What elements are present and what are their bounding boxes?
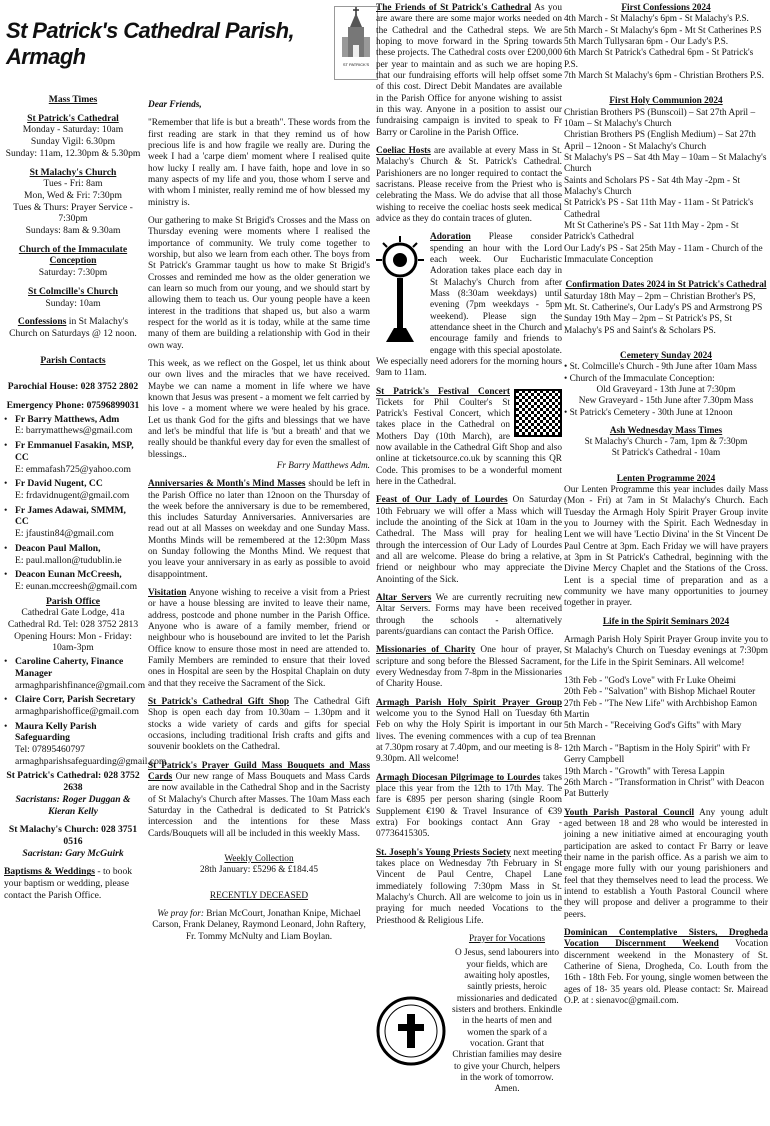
cathedral-time: Sunday: 11am, 12.30pm & 5.30pm	[5, 147, 141, 159]
first-confessions-heading: First Confessions 2024	[621, 3, 711, 13]
malachy-time: Mon, Wed & Fri: 7:30pm	[24, 189, 122, 201]
schedule-line: St Malachy's Church - 7am, 1pm & 7:30pm	[584, 437, 748, 448]
contact-name: • Deacon Paul Mallon,	[15, 542, 101, 554]
contact-email[interactable]: armaghparishoffice@gmail.com	[15, 705, 140, 717]
seminar-line: 12th March - "Baptism in the Holy Spirit" with Fr Gerry Campbell	[564, 744, 751, 766]
seminar-line: 13th Feb - "God's Love" with Fr Luke Oheimi	[564, 676, 736, 687]
column-sacraments	[564, 3, 768, 1021]
notice-heading: Adoration	[430, 232, 471, 243]
parochial-house-phone: Parochial House: 028 3752 2802	[7, 381, 139, 393]
column-notices	[376, 3, 563, 1095]
baptisms-label: Baptisms & Weddings	[4, 866, 95, 878]
baptisms-text: - to book your baptism or wedding, please contact the Parish Office.	[4, 866, 133, 901]
contact-name: • Fr David Nugent, CC	[15, 478, 103, 490]
first-communion-heading: First Holy Communion 2024	[609, 96, 723, 107]
conception-time: Saturday: 7:30pm	[38, 267, 108, 279]
conception-name: Church of the Immaculate Conception	[18, 243, 128, 267]
contact-name: • Fr James Adawai, SMMM, CC	[15, 504, 126, 528]
schedule-line: 4th March - St Malachy's 6pm - St Malachy's P.S.	[564, 14, 749, 25]
prayer-heading: Prayer for Vocations	[468, 933, 546, 944]
lenten-text: Our Lenten Programme this year includes daily Mass (Mon - Fri) at 7am in St Malachy's Church. Each Tuesday the Armagh Holy Spirit Prayer Group invite you to Journey with the Spirit. Each Wednesday in Lent we will have 'Lectio Divina' in the St Vincent De Paul Centre at 3pm. Each Friday we will have prayers at 3pm in St Patrick's Cathedral, beginning with the Divine Mercy Chaplet and the Stations of the Cross. Lent is a special time of preparation and as a community we have many opportunities to journey together in prayer.	[564, 485, 768, 609]
colmcille-time: Sunday: 10am	[45, 297, 101, 309]
deceased-names: Brian McCourt, Jonathan Knipe, Michael Carson, Frank Delaney, Raymond Leonard, John Raftery, Fr. Tommy McNulty and Liam Boylan.	[152, 909, 366, 942]
deceased-list	[148, 909, 370, 943]
cemetery-item-text: St. Colmcille's Church - 9th June after 10am Mass	[569, 362, 757, 373]
seminar-line: 26th March - "Transformation in Christ" with Deacon Pat Butterly	[564, 778, 765, 800]
clergy-contact	[4, 478, 142, 501]
schedule-line: 5th March Tullysaran 6pm - Our Lady's P.S.	[564, 36, 729, 47]
schedule-line: St Patrick's PS - Sat 11th May - 11am - St Patrick's Cathedral	[564, 198, 754, 220]
malachy-time: Tues - Fri: 8am	[43, 178, 103, 190]
youth-council-notice	[564, 808, 768, 921]
notice-heading: Feast of Our Lady of Lourdes	[376, 495, 508, 506]
notice-heading: Anniversaries & Month's Mind Masses	[148, 479, 306, 490]
salutation: Dear Friends,	[148, 100, 202, 110]
notice-heading: St. Joseph's Young Priests Society	[376, 847, 511, 858]
cathedral-phone: St Patrick's Cathedral: 028 3752 2638	[6, 770, 140, 794]
cemetery-item-text: St Patrick's Cemetery - 30th June at 12noon	[569, 407, 733, 418]
notice-heading: Armagh Diocesan Pilgrimage to Lourdes	[376, 772, 541, 783]
schedule-line: Christian Brothers PS (Bunscoil) – Sat 27th April – 10am – St Malachy's Church	[564, 107, 756, 129]
notice-text: are available at every Mass in St. Malachy's Church & St. Patrick's Cathedral. Parishioners are no longer required to contact the sacristans. Please receive from the Priest who is celebrating the Mass. We do advise that all those wishing to receive the coeliac hosts seek medical advice as they do contain traces of gluten.	[376, 145, 563, 224]
malachy-name: St Malachy's Church	[29, 166, 117, 178]
notice-text: Vocation discernment weekend in the Monastery of St. Catherine of Siena, Drogheda, Co. Louth from the 16th - 18th Feb. For young, single women between the ages of 18- 35 years old. Please contact: Sr. Mairead O.P. at : sienavoc@gmail.com.	[564, 939, 768, 1006]
friends-notice	[376, 3, 562, 139]
concert-notice	[376, 387, 562, 489]
notice-text: takes place this year from the 12th to 17th May. The fare is €895 per person sharing (single Room Supplement €190 & Travel Insurance of €39 extra) For bookings contact Ann Gray - 07736415305.	[376, 772, 562, 840]
malachy-phone: St Malachy's Church: 028 3751 0516	[8, 824, 138, 847]
column-letter	[148, 100, 370, 1020]
notice-text: We are currently recruiting new Altar Servers. Forms may have been received through the schools - alternatively parents/guardians can contact the Parish Office.	[376, 593, 562, 638]
cathedral-sacristans: Sacristans: Roger Duggan & Kieran Kelly	[15, 793, 131, 817]
schedule-line: 6th March St Patrick's Cathedral 6pm - St Patrick's P.S.	[564, 48, 754, 70]
schedule-line: Mt St Catherine's PS - Sat 11th May - 2pm - St Patrick's Cathedral	[564, 220, 739, 243]
altar-servers-notice	[376, 593, 562, 638]
contact-name: • Fr Emmanuel Fasakin, MSP, CC	[15, 440, 134, 463]
prayer-group-notice	[376, 698, 562, 766]
cemetery-subitem: New Graveyard - 15th June after 7.30pm Mass	[578, 396, 754, 407]
society-seal-icon	[376, 936, 446, 1126]
notice-text: Any young adult aged between 18 and 28 who would be interested in joining a new initiative aimed at encouraging youth participation are asked to contact Fr Barry or leave their name in the parish office. As a parish we aim to engage more fully with our young parishioners and feel that they themselves need to lead the process. We intend to establish a Youth Pastoral Council where they will propose and deliver a programme to their peers.	[564, 807, 768, 920]
seminar-line: 27th Feb - "The New Life" with Archbishop Eamon Martin	[564, 698, 757, 721]
notice-heading: St Patrick's Festival Concert	[376, 386, 510, 397]
notice-text: next meeting takes place on Wednesday 7th February in St Vincent de Paul Centre, Chapel Lane immediately following 7:30pm Mass in St. Malachy's Church. All are welcome to join us in praying for much needed Vocations to the Priesthood & Religious Life.	[376, 847, 562, 926]
notice-text: Anyone wishing to receive a visit from a Priest or have a house blessing are invited to leave their name, address, postcode and phone number in the Parish Office. Anyone who is aware of a family member, friend or neighbour who is housebound are invited to let the Parish Office know to ensure those most in need are attended to. Family Members are reminded to ensure that their loved ones in Hospital are seen by the Hospital Chaplain on duty and that they receive the Sacrament of the Sick.	[148, 588, 370, 689]
schedule-line: Saturday 18th May – 2pm – Christian Brother's PS, Mt. St. Catherine's, Our Lady's PS and Armstrong PS	[564, 291, 763, 313]
malachy-time: Tues & Thurs: Prayer Service - 7:30pm	[13, 201, 133, 225]
notice-heading: Missionaries of Charity	[376, 645, 476, 656]
anniversaries-notice	[148, 479, 370, 581]
clergy-contact	[4, 505, 142, 540]
notice-heading: Visitation	[148, 588, 187, 599]
vocation-weekend-notice	[564, 928, 768, 1007]
notice-heading: St Patrick's Cathedral Gift Shop	[148, 697, 290, 708]
cemetery-heading: Cemetery Sunday 2024	[620, 350, 712, 361]
notice-text: Our new range of Mass Bouquets and Mass Cards are now available in the Cathedral Shop and in the Sacristy of St Malachy's Church after Masses. The 10am Mass each Saturday in the Cathedral is dedicated to St Patrick's intercession and the intentions for these Mass Cards/Bouquets will all be included in this weekly Mass.	[148, 772, 370, 839]
seminar-line: 19th March - "Growth" with Teresa Lappin	[564, 766, 725, 777]
sidebar	[4, 88, 167, 1018]
schedule-line: 7th March St Malachy's 6pm - Christian Brothers P.S.	[564, 70, 764, 81]
contact-email[interactable]: E: frdavidnugent@gmail.com	[15, 489, 130, 501]
young-priests-notice	[376, 848, 562, 927]
contact-email[interactable]: E: emmafash725@yahoo.com	[15, 463, 131, 475]
contacts-heading: Parish Contacts	[40, 354, 106, 366]
notice-text: Tickets for Phil Coulter's St Patrick's Festival Concert, which takes place in the Cathedral on Mothers Day (10th March), are now available in the Cathedral Gift Shop and also online at ticketsource.co.uk by scanning this QR Code. This promises to be a wonderful moment here in the Cathedral.	[376, 397, 562, 488]
contact-name: • Maura Kelly Parish Safeguarding	[15, 720, 97, 744]
seminar-line: 5th March - "Receiving God's Gifts" with Mary Brennan	[564, 721, 742, 743]
contact-email[interactable]: E: paul.mallon@tudublin.ie	[15, 554, 122, 566]
clergy-contact	[4, 440, 142, 475]
schedule-line: Saints and Scholars PS - Sat 4th May -2pm - St Malachy's Church	[564, 175, 741, 197]
notice-heading: Youth Parish Pastoral Council	[564, 807, 695, 818]
schedule-line: 5th March - St Malachy's 6pm - Mt St Catherines P.S	[564, 25, 762, 36]
deceased-pray: We pray for:	[157, 909, 204, 919]
cemetery-item: • St Patrick's Cemetery - 30th June at 12noon	[564, 407, 733, 418]
clergy-contact	[4, 569, 142, 592]
contact-email[interactable]: E: eunan.mccreesh@gmail.com	[15, 580, 138, 592]
charity-notice	[376, 645, 562, 690]
cemetery-item: • Church of the Immaculate Conception:	[564, 373, 715, 384]
confessions-info	[4, 316, 142, 339]
giftshop-notice	[148, 697, 370, 754]
confessions-text: in St Malachy's Church on Saturdays @ 12 noon.	[9, 316, 137, 339]
notice-text: On Saturday 10th February we will offer a Mass which will include the anointing of the Sick at 10am in the Cathedral. The Mass will pray for healing through the intercession of Our Lady of Lourdes and all are welcome. Please do bring a relative, friend or neighbour who may appreciate the Anointing of the Sick.	[376, 495, 563, 585]
visitation-notice	[148, 588, 370, 690]
letter-signature: Fr Barry Matthews Adm.	[276, 460, 370, 471]
lourdes-notice	[376, 495, 562, 586]
coeliac-notice	[376, 146, 562, 225]
clergy-contact	[4, 414, 142, 437]
office-details: Cathedral Gate Lodge, 41a Cathedral Rd. Tel: 028 3752 2813 Opening Hours: Mon - Friday: 10am-3pm	[7, 607, 139, 654]
mass-times-heading: Mass Times	[48, 94, 98, 105]
vocations-prayer	[376, 934, 562, 1096]
cathedral-time: Monday - Saturday: 10am	[22, 124, 124, 136]
contact-name: • Fr Barry Matthews, Adm	[15, 413, 120, 425]
schedule-line: Christian Brothers PS (English Medium) – Sat 27th April – 12noon - St Malachy's Church	[564, 130, 756, 152]
letter-paragraph: "Remember that life is but a breath". These words from the first reading are stark in that they remind us of how precious life is and how fragile we really are. During the week I had a 'carpe diem' moment where I realised quite how lucky I really am. I have faith, hope and love in so many aspects of my life and you, those whom I serve and with whom I minister, really remind me of how blessed my ministry is.	[148, 118, 370, 208]
clergy-contact	[4, 543, 142, 566]
contact-name: • Deacon Eunan McCreesh,	[15, 569, 122, 581]
malachy-time: Sundays: 8am & 9.30am	[25, 225, 121, 237]
contact-email[interactable]: Tel: 07895460797 armaghparishsafeguarding@gmail.com	[15, 744, 167, 767]
weekly-collection-heading: Weekly Collection	[224, 854, 294, 865]
schedule-line: St Patrick's Cathedral - 10am	[611, 448, 721, 459]
deceased-heading: RECENTLY DECEASED	[209, 890, 309, 901]
cemetery-item-text: Church of the Immaculate Conception:	[569, 373, 715, 384]
confessions-label: Confessions	[17, 316, 67, 328]
emergency-phone: Emergency Phone: 07596899031	[6, 400, 140, 412]
notice-heading: Altar Servers	[376, 593, 432, 604]
clergy-list	[4, 414, 142, 593]
cemetery-subitem: Old Graveyard - 13th June at 7:30pm	[596, 384, 736, 395]
notice-heading: Dominican Contemplative Sisters, Drogheda Vocation Discernment Weekend	[564, 927, 768, 950]
cathedral-name: St Patrick's Cathedral	[27, 112, 119, 124]
guild-notice	[148, 761, 370, 840]
baptisms-info	[4, 866, 142, 901]
monstrance-icon	[376, 234, 424, 344]
contact-email[interactable]: E: jfaustin84@gmail.com	[15, 528, 114, 540]
malachy-sacristan: Sacristan: Gary McGuirk	[22, 847, 124, 859]
contact-name: • Caroline Caherty, Finance Manager	[15, 656, 124, 679]
notice-heading: St Patrick's Prayer Guild Mass Bouquets and Mass Cards	[148, 760, 370, 783]
confirmation-heading: Confirmation Dates 2024 in St Patrick's Cathedral	[565, 280, 767, 291]
notice-heading: Armagh Parish Holy Spirit Prayer Group	[376, 697, 562, 708]
schedule-line: Sunday 19th May – 2pm – St Patrick's PS, St Malachy's PS and Saint's & Scholars PS.	[564, 314, 733, 336]
notice-text: welcome you to the Synod Hall on Tuesday 6th Feb on why the Holy Spirit is important in our lives. The evening commences with a cup of tea at 7.30pm rosary at 7.40pm, and our meeting is 8-9.30pm. All welcome!	[376, 709, 562, 765]
colmcille-name: St Colmcille's Church	[28, 285, 118, 297]
contact-email[interactable]: E: barrymatthews@gmail.com	[15, 425, 133, 437]
notice-text: The Cathedral Gift Shop is open each day from 10.30am – 1.30pm and it stocks a wide variety of cards and gifts for special occasions, including traditional Irish crafts and gifts and souvenir booklets on the Cathedral.	[148, 697, 370, 753]
letter-paragraph: Our gathering to make St Brigid's Crosses and the Mass on Thursday evening were moments where I realised the importance of community. We truly come together to worship, but also we learn from each other. The boys from St Patrick's Grammar taught us how to make St Brigid's Crosses and reminded me how as the older generation we can learn so much from our young, and we should start by allowing them to teach us. Our young people have a keen interest in the traditions that shaped us, but also a warm respect for the world as it is today, while at the same time many of them are building a relationship with God in their own way.	[148, 215, 370, 351]
schedule-line: St Malachy's PS – Sat 4th May – 10am – St Malachy's Church	[564, 152, 767, 175]
office-heading: Parish Office	[45, 595, 101, 607]
notice-heading: The Friends of St Patrick's Cathedral	[376, 3, 532, 13]
staff-list	[4, 656, 167, 767]
cemetery-item: • St. Colmcille's Church - 9th June after 10am Mass	[564, 362, 757, 373]
pilgrimage-notice	[376, 773, 562, 841]
ash-wednesday-heading: Ash Wednesday Mass Times	[609, 425, 723, 436]
cathedral-time: Sunday Vigil: 6.30pm	[30, 136, 116, 148]
notice-heading: Coeliac Hosts	[376, 145, 431, 156]
adoration-notice	[376, 232, 562, 379]
weekly-collection-amount: 28th January: £5296 & £184.45	[199, 865, 318, 876]
letter-paragraph: This week, as we reflect on the Gospel, let us think about our own lives and the miracles that we have received. Maybe we can name a moment in life where we have known that Jesus was present - a moment we felt carried by his love - a moment where we were healed by his grace. Let us thank God for the gifts and blessings that we have and let's be mindful that life is 'but a breath' and that we really should be thankful every day for even the smallest of blessings..	[148, 358, 370, 460]
staff-contact	[4, 694, 142, 717]
seminar-line: 20th Feb - "Salvation" with Bishop Michael Router	[564, 687, 756, 698]
notice-text: should be left in the Parish Office no later than 12noon on the Thursday of the week before the anniversary is due to be remembered, this includes Saturday Anniversaries. Anniversaries are read out at all Masses on weekday and one Sunday Mass. Months Minds will be remembered at the 12:30pm Mass on Sunday following the Months Mind. We request that you leave your anniversary in as early as possible to avoid disappointment.	[148, 479, 370, 580]
seminars-heading: Life in the Spirit Seminars 2024	[602, 616, 730, 627]
lenten-heading: Lenten Programme 2024	[616, 473, 716, 484]
page-title: St Patrick's Cathedral Parish, Armagh	[6, 18, 295, 69]
staff-contact	[4, 720, 167, 768]
staff-contact	[4, 656, 146, 691]
schedule-line: Our Lady's PS - Sat 25th May - 11am - Church of the Immaculate Conception	[564, 243, 763, 265]
seminars-text: Armagh Parish Holy Spirit Prayer Group invite you to St Malachy's Church on Tuesday evenings at 7:30pm for the Life in the Spirit Seminars. All welcome!	[564, 635, 768, 668]
contact-email[interactable]: armaghparishfinance@gmail.com	[15, 679, 146, 691]
logo-text: ST PATRICK'S	[342, 62, 370, 67]
parish-logo	[334, 6, 378, 80]
notice-text: One hour of prayer, scripture and song before the Blessed Sacrament, every Wednesday from 7-8pm in the Missionaries of Charity House.	[376, 645, 562, 690]
qr-code[interactable]	[514, 389, 562, 437]
contact-name: • Claire Corr, Parish Secretary	[15, 694, 136, 706]
prayer-text: O Jesus, send labourers into your fields, which are awaiting holy apostles, saintly priests, heroic missionaries and dedicated sisters and brothers. Enkindle in the hearts of men and women the spark of a vocation. Grant that Christian families may desire to give your Church, helpers in the work of tomorrow. Amen.	[452, 948, 562, 1095]
notice-text: Please consider spending an hour with the Lord each week. Our Eucharistic Adoration takes place each day in St Malachy's Church from after Mass (8:30am weekdays) until evening (7pm weekdays - 5pm weekend). Please sign the attendance sheet in the Church and encourage family and friends to engage with this special apostolate. We especially need adorers for the morning hours 9am to 11am.	[376, 232, 562, 379]
notice-text: As you are aware there are some major works needed on the Cathedral and the Cathedral steps. We are hoping to move forward in the Spring towards these projects. The Cathedral costs over £200,000 per year to maintain and as such we are hoping that our fundraising efforts will help offset some of this cost. Direct Debit Mandates are available in the Parish Office for anyone wishing to assist in this way. Anyone in a position to assist our fundraising campaign is invited to speak to Fr Barry or Caroline in the Parish Office.	[376, 3, 562, 138]
